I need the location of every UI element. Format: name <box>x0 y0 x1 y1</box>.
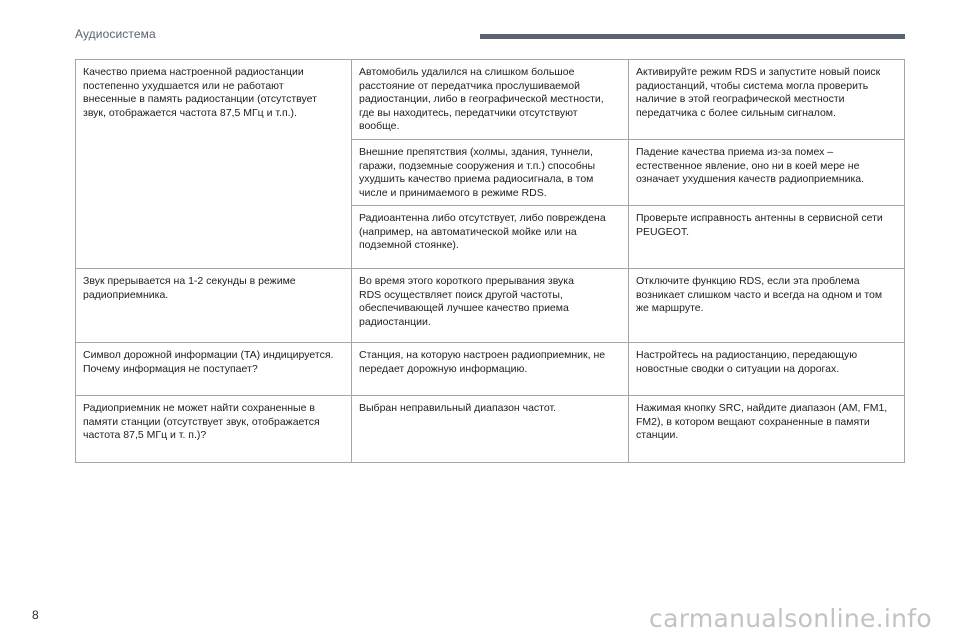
section-title: Аудиосистема <box>75 27 156 41</box>
cause-text: Внешние препятствия (холмы, здания, туннели, гаражи, подземные сооружения и т.п.) способны ухудшить качество приема радиосигнала, в том числе и принимаемого в режиме RDS. <box>359 146 596 199</box>
page-number: 8 <box>32 608 39 622</box>
cause-cell <box>352 206 629 269</box>
cause-text: Выбран неправильный диапазон частот. <box>359 402 557 414</box>
solution-cell <box>629 269 905 343</box>
troubleshooting-table <box>75 59 905 463</box>
question-cell <box>76 396 352 463</box>
cause-cell <box>352 140 629 206</box>
solution-text: Настройтесь на радиостанцию, передающую новостные сводки о ситуации на дорогах. <box>636 349 858 375</box>
question-text: Символ дорожной информации (TA) индицируется. Почему информация не поступает? <box>83 349 334 375</box>
table-row <box>76 396 905 463</box>
cause-cell <box>352 343 629 396</box>
solution-text: Падение качества приема из-за помех – естественное явление, оно ни в коей мере не означает ухудшения качеств радиоприемника. <box>636 146 865 185</box>
question-text: Радиоприемник не может найти сохраненные в памяти станции (отсутствует звук, отображается частота 87,5 МГц и т. п.)? <box>83 402 320 441</box>
question-text: Качество приема настроенной радиостанции постепенно ухудшается или не работают внесенные в память радиостанции (отсутствует звук, отображается частота 87,5 МГц и т.п.). <box>83 66 317 119</box>
cause-text: Радиоантенна либо отсутствует, либо повреждена (например, на автоматической мойке или на подземной стоянке). <box>359 212 606 251</box>
cause-cell <box>352 269 629 343</box>
cause-cell <box>352 60 629 140</box>
question-cell <box>76 269 352 343</box>
cause-text: Автомобиль удалился на слишком большое расстояние от передатчика прослушиваемой радиостанции, либо в географической местности, где вы находитесь, передатчики отсутствуют вообще. <box>359 66 604 132</box>
cause-cell <box>352 396 629 463</box>
header-divider <box>480 34 905 39</box>
solution-text: Проверьте исправность антенны в сервисной сети PEUGEOT. <box>636 212 883 238</box>
solution-cell <box>629 60 905 140</box>
solution-cell <box>629 140 905 206</box>
solution-text: Отключите функцию RDS, если эта проблема возникает слишком часто и всегда на одном и том же маршруте. <box>636 275 883 314</box>
solution-cell <box>629 206 905 269</box>
cause-text: Во время этого короткого прерывания звука RDS осуществляет поиск другой частоты, обеспечивающей лучшее качество приема радиостанции. <box>359 275 574 328</box>
solution-text: Активируйте режим RDS и запустите новый поиск радиостанций, чтобы система могла проверить наличие в этой географической местности передатчика с более сильным сигналом. <box>636 66 881 119</box>
question-cell <box>76 60 352 269</box>
solution-cell <box>629 343 905 396</box>
question-text: Звук прерывается на 1-2 секунды в режиме радиоприемника. <box>83 275 296 301</box>
table-row <box>76 60 905 140</box>
question-cell <box>76 343 352 396</box>
cause-text: Станция, на которую настроен радиоприемник, не передает дорожную информацию. <box>359 349 606 375</box>
solution-text: Нажимая кнопку SRC, найдите диапазон (AM, FM1, FM2), в котором вещают сохраненные в памяти станции. <box>636 402 888 441</box>
solution-cell <box>629 396 905 463</box>
table-row <box>76 343 905 396</box>
watermark: carmanualsonline.info <box>649 604 932 633</box>
table-row <box>76 269 905 343</box>
